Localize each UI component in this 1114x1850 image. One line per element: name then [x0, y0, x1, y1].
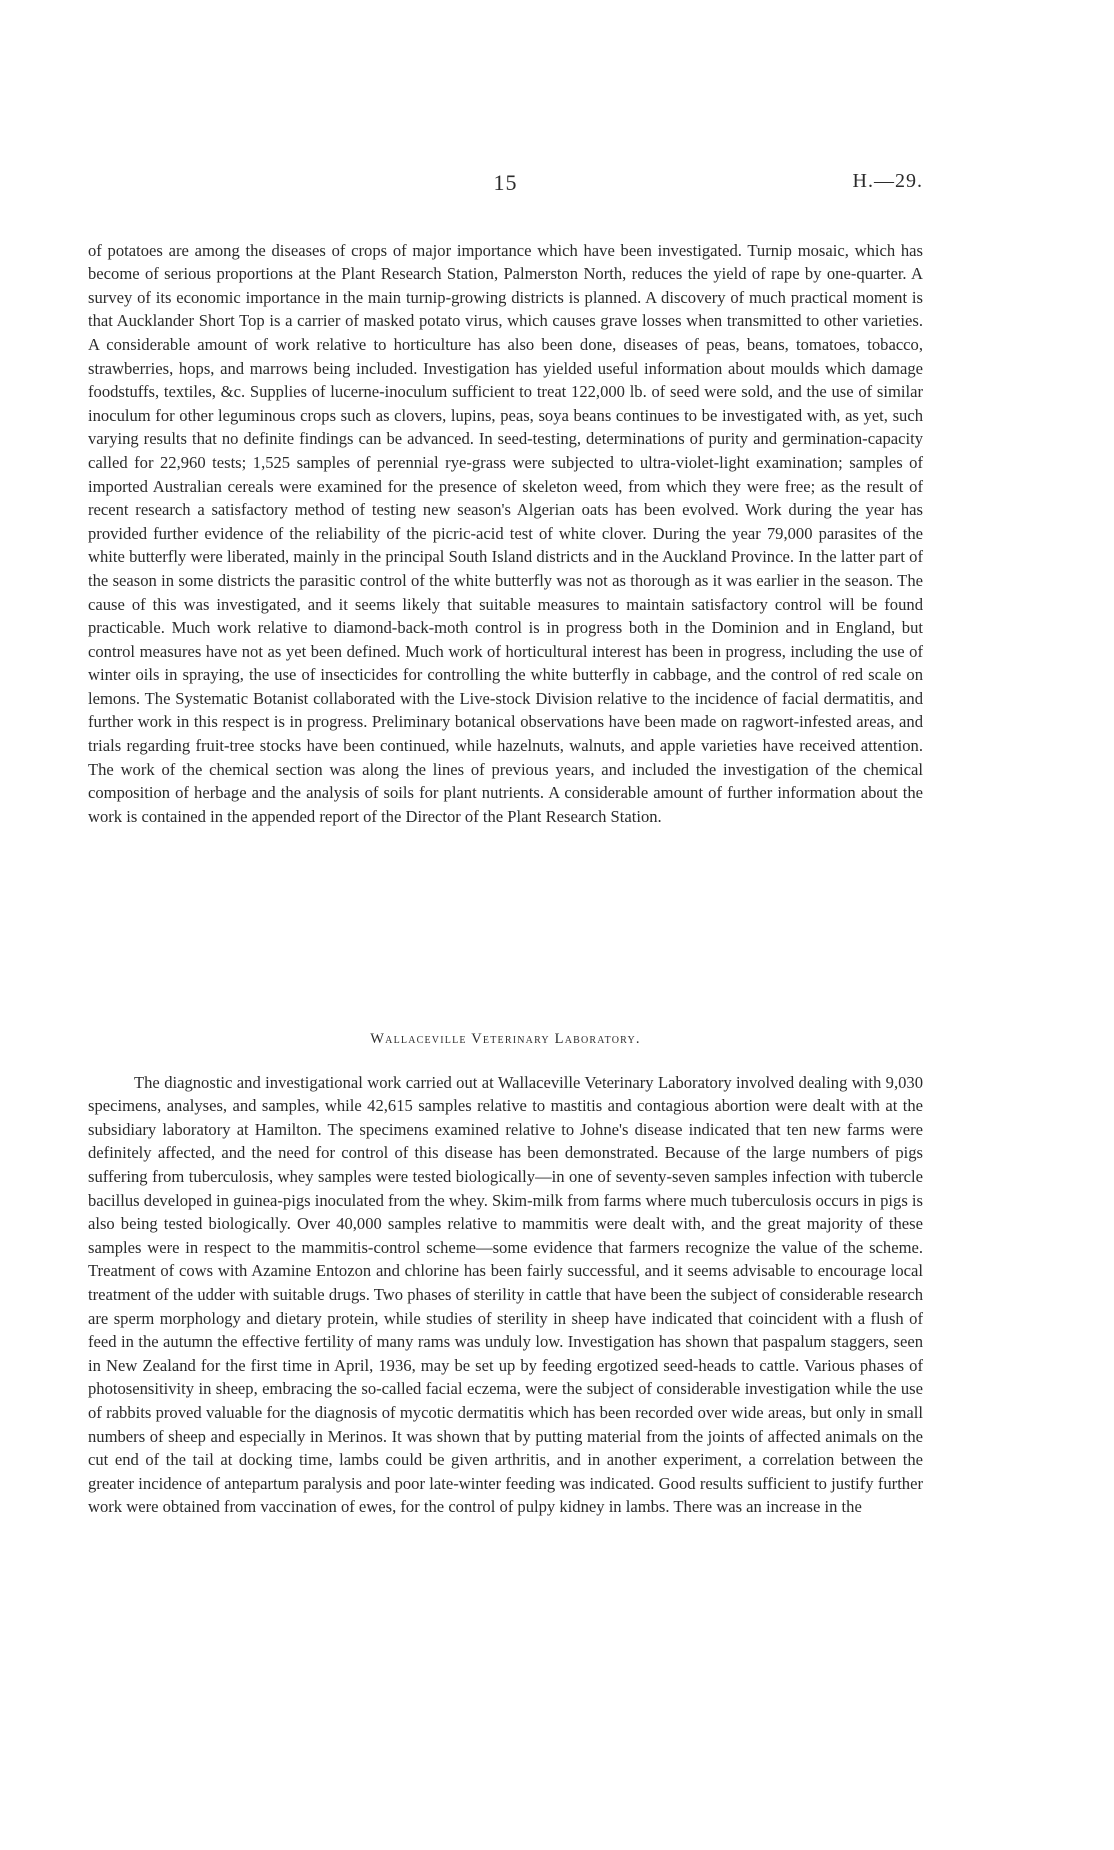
body-paragraph-2: The diagnostic and investigational work carried out at Wallaceville Veterinary Laboratory involved dealing with 9,030 specimens, analyses, and samples, while 42,615 samples relative to mastitis and contagious abortion were dealt with at the subsidiary laboratory at Hamilton. The specimens examined relative to Johne's disease indicated that ten new farms were definitely affected, and the need for control of this disease has been demonstrated. Because of the large numbers of pigs suffering from tuberculosis, whey samples were tested biologically—in one of seventy-seven samples infection with tubercle bacillus developed in guinea-pigs inoculated from the whey. Skim-milk from farms where much tuberculosis occurs in pigs is also being tested biologically. Over 40,000 samples relative to mammitis were dealt with, and the great majority of these samples were in respect to the mammitis-control scheme—some evidence that farmers recognize the value of the scheme. Treatment of cows with Azamine Entozon and chlorine has been fairly successful, and it seems advisable to encourage local treatment of the udder with suitable drugs. Two phases of sterility in cattle that have been the subject of considerable research are sperm morphology and dietary protein, while studies of sterility in sheep have indicated that coincident with a flush of feed in the autumn the effective fertility of many rams was unduly low. Investigation has shown that paspalum staggers, seen in New Zealand for the first time in April, 1936, may be set up by feeding ergotized seed-heads to cattle. Various phases of photosensitivity in sheep, embracing the so-called facial eczema, were the subject of considerable investigation while the use of rabbits proved valuable for the diagnosis of mycotic dermatitis which has been recorded over wide areas, but only in small numbers of sheep and especially in Merinos. It was shown that by putting material from the joints of affected animals on the cut end of the tail at docking time, lambs could be given arthritis, and in another experiment, a correlation between the greater incidence of antepartum paralysis and poor late-winter feeding was indicated. Good results sufficient to justify further work were obtained from vaccination of ewes, for the control of pulpy kidney in lambs. There was an increase in the	[88, 1072, 923, 1517]
body-paragraph-1: of potatoes are among the diseases of crops of major importance which have been investigated. Turnip mosaic, which has become of serious proportions at the Plant Research Station, Palmerston North, reduces the yield of rape by one-quarter. A survey of its economic importance in the main turnip-growing districts is planned. A discovery of much practical moment is that Aucklander Short Top is a carrier of masked potato virus, which causes grave losses when transmitted to other varieties. A considerable amount of work relative to horticulture has also been done, diseases of peas, beans, tomatoes, tobacco, strawberries, hops, and marrows being included. Investigation has yielded useful information about moulds which damage foodstuffs, textiles, &c. Supplies of lucerne-inoculum sufficient to treat 122,000 lb. of seed were sold, and the use of similar inoculum for other leguminous crops such as clovers, lupins, peas, soya beans continues to be investigated with, as yet, such varying results that no definite findings can be advanced. In seed-testing, determinations of purity and germination-capacity called for 22,960 tests; 1,525 samples of perennial rye-grass were subjected to ultra-violet-light examination; samples of imported Australian cereals were examined for the presence of skeleton weed, from which they were free; as the result of recent research a satisfactory method of testing new season's Algerian oats has been evolved. Work during the year has provided further evidence of the reliability of the picric-acid test of white clover. During the year 79,000 parasites of the white butterfly were liberated, mainly in the principal South Island districts and in the Auckland Province. In the latter part of the season in some districts the parasitic control of the white butterfly was not as thorough as it was earlier in the season. The cause of this was investigated, and it seems likely that suitable measures to maintain satisfactory control will be found practicable. Much work relative to diamond-back-moth control is in progress both in the Dominion and in England, but control measures have not as yet been defined. Much work of horticultural interest has been in progress, including the use of winter oils in spraying, the use of insecticides for controlling the white butterfly in cabbage, and the control of red scale on lemons. The Systematic Botanist collaborated with the Live-stock Division relative to the incidence of facial dermatitis, and further work in this respect is in progress. Preliminary botanical observations have been made on ragwort-infested areas, and trials regarding fruit-tree stocks have been continued, while hazelnuts, walnuts, and apple varieties have received attention. The work of the chemical section was along the lines of previous years, and included the investigation of the chemical composition of herbage and the analysis of soils for plant nutrients. A considerable amount of further information about the work is contained in the appended report of the Director of the Plant Research Station.	[88, 240, 923, 826]
document-reference: H.—29.	[852, 170, 923, 192]
page-number: 15	[493, 170, 518, 195]
page-header	[88, 170, 923, 200]
section-heading: Wallaceville Veterinary Laboratory.	[370, 1031, 641, 1047]
